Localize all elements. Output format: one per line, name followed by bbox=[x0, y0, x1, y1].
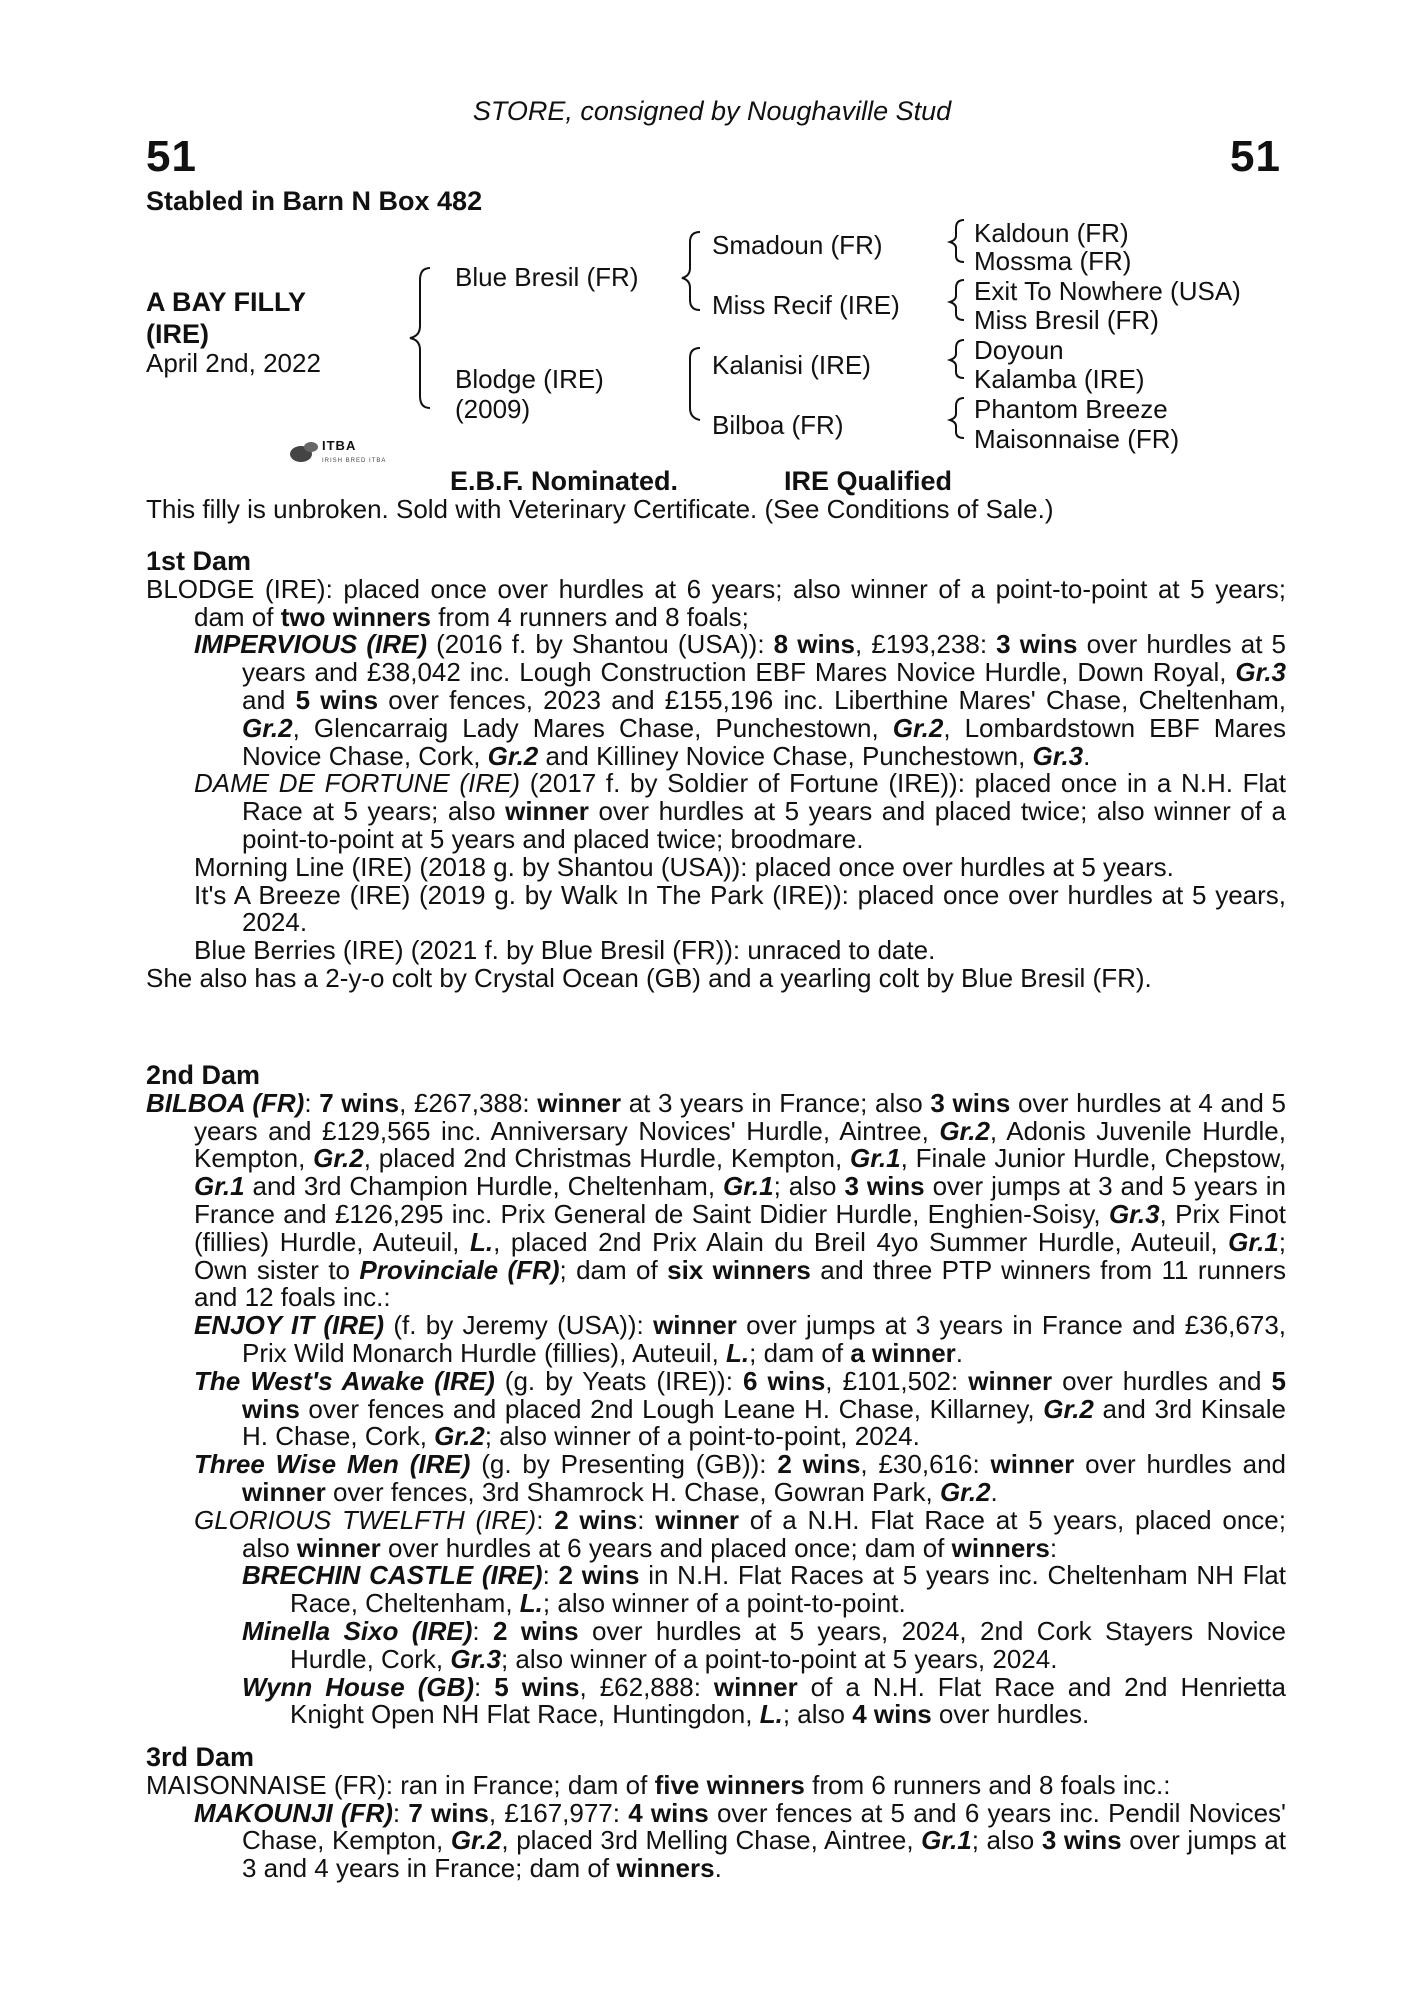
dam-sire: Kalanisi (IRE) bbox=[712, 350, 871, 380]
gen3-6: Kalamba (IRE) bbox=[974, 364, 1145, 394]
first-dam-entry: BLODGE (IRE): placed once over hurdles at 6 years; also winner of a point-to-point at 5 years; dam of two winners from 4 runners and 8 foals; bbox=[146, 573, 1286, 632]
progeny-wynn-house: Wynn House (GB): 5 wins, £62,888: winner of a N.H. Flat Race and 2nd Henrietta Knight Open NH Flat Race, Huntingdon, L.; also 4 wins over hurdles. bbox=[242, 1671, 1286, 1730]
gen3-2: Mossma (FR) bbox=[974, 246, 1132, 276]
itba-logo: ITBA IRISH BRED ITBA bbox=[290, 438, 394, 474]
lot-number-right: 51 bbox=[1230, 132, 1281, 181]
progeny-the-wests-awake: The West's Awake (IRE) (g. by Yeats (IRE)): 6 wins, £101,502: winner over hurdles and 5 wins over fences and placed 2nd Lough Leane H. Chase, Killarney, Gr.2 and 3rd Kinsale H. Chase, Cork, Gr.2; also winner of a point-to-point, 2024. bbox=[194, 1365, 1287, 1452]
gen3-8: Maisonnaise (FR) bbox=[974, 424, 1180, 454]
progeny-its-a-breeze: It's A Breeze (IRE) (2019 g. by Walk In The Park (IRE)): placed once over hurdles at 5 years, 2024. bbox=[194, 879, 1286, 938]
sale-note: This filly is unbroken. Sold with Veterinary Certificate. (See Conditions of Sale.) bbox=[146, 494, 1054, 524]
gen3-4: Miss Bresil (FR) bbox=[974, 305, 1159, 335]
ire-qualified: IRE Qualified bbox=[784, 466, 953, 496]
first-dam-section bbox=[146, 548, 1286, 993]
second-dam-entry: BILBOA (FR): 7 wins, £267,388: winner at 3 years in France; also 3 wins over hurdles at 4 and 5 years and £129,565 inc. Anniversary Novices' Hurdle, Aintree, Gr.2, Adonis Juvenile Hurdle, Kempton, Gr.2, placed 2nd Christmas Hurdle, Kempton, Gr.1, Finale Junior Hurdle, Chepstow, Gr.1 and 3rd Champion Hurdle, Cheltenham, Gr.1; also 3 wins over jumps at 3 and 5 years in France and £126,295 inc. Prix General de Saint Didier Hurdle, Enghien-Soisy, Gr.3, Prix Finot (fillies) Hurdle, Auteuil, L., placed 2nd Prix Alain du Breil 4yo Summer Hurdle, Auteuil, Gr.1; Own sister to Provinciale (FR); dam of six winners and three PTP winners from 11 runners and 12 foals inc.: bbox=[146, 1087, 1287, 1313]
horse-name-line1: A BAY FILLY bbox=[146, 287, 307, 317]
sire-sire: Smadoun (FR) bbox=[712, 230, 883, 260]
third-dam-entry: MAISONNAISE (FR): ran in France; dam of five winners from 6 runners and 8 foals inc.: bbox=[146, 1769, 1171, 1800]
gen3-5: Doyoun bbox=[974, 335, 1064, 365]
progeny-makounji: MAKOUNJI (FR): 7 wins, £167,977: 4 wins over fences at 5 and 6 years inc. Pendil Novices' Chase, Kempton, Gr.2, placed 3rd Melling Chase, Aintree, Gr.1; also 3 wins over jumps at 3 and 4 years in France; dam of winners. bbox=[194, 1797, 1287, 1884]
lot-number-left: 51 bbox=[146, 132, 197, 181]
second-dam-heading: 2nd Dam bbox=[146, 1060, 261, 1090]
progeny-morning-line: Morning Line (IRE) (2018 g. by Shantou (USA)): placed once over hurdles at 5 years. bbox=[194, 851, 1174, 882]
ebf-nominated: E.B.F. Nominated. bbox=[450, 466, 679, 496]
second-dam-section bbox=[146, 1062, 1286, 1729]
progeny-enjoy-it: ENJOY IT (IRE) (f. by Jeremy (USA)): winner over jumps at 3 years in France and £36,673, Prix Wild Monarch Hurdle (fillies), Auteuil, L.; dam of a winner. bbox=[194, 1310, 1287, 1368]
consignor-header: STORE, consigned by Noughaville Stud bbox=[472, 96, 952, 126]
dam-dam: Bilboa (FR) bbox=[712, 410, 844, 440]
progeny-glorious-twelfth: GLORIOUS TWELFTH (IRE): 2 wins: winner of a N.H. Flat Race at 5 years, placed once; also winner over hurdles at 6 years and placed once; dam of winners: bbox=[194, 1504, 1286, 1563]
progeny-brechin-castle: BRECHIN CASTLE (IRE): 2 wins in N.H. Flat Races at 5 years inc. Cheltenham NH Flat Race, Cheltenham, L.; also winner of a point-to-point. bbox=[242, 1560, 1286, 1619]
progeny-impervious: IMPERVIOUS (IRE) (2016 f. by Shantou (USA)): 8 wins, £193,238: 3 wins over hurdles at 5 years and £38,042 inc. Lough Construction EBF Mares Novice Hurdle, Down Royal, Gr.3 and 5 wins over fences, 2023 and £155,196 inc. Liberthine Mares' Chase, Cheltenham, Gr.2, Glencarraig Lady Mares Chase, Punchestown, Gr.2, Lombardstown EBF Mares Novice Chase, Cork, Gr.2 and Killiney Novice Chase, Punchestown, Gr.3. bbox=[194, 629, 1287, 771]
progeny-blue-berries: Blue Berries (IRE) (2021 f. by Blue Bresil (FR)): unraced to date. bbox=[194, 935, 936, 966]
stabling-info: Stabled in Barn N Box 482 bbox=[146, 186, 483, 216]
progeny-minella-sixo: Minella Sixo (IRE): 2 wins over hurdles at 5 years, 2024, 2nd Cork Stayers Novice Hurdle, Cork, Gr.3; also winner of a point-to-point at 5 years, 2024. bbox=[242, 1615, 1286, 1674]
gen3-3: Exit To Nowhere (USA) bbox=[974, 276, 1241, 306]
date-of-birth: April 2nd, 2022 bbox=[146, 348, 321, 378]
first-dam-also: She also has a 2-y-o colt by Crystal Ocean (GB) and a yearling colt by Blue Bresil (FR). bbox=[146, 962, 1152, 993]
progeny-three-wise-men: Three Wise Men (IRE) (g. by Presenting (GB)): 2 wins, £30,616: winner over hurdles and winner over fences, 3rd Shamrock H. Chase, Gowran Park, Gr.2. bbox=[194, 1449, 1286, 1507]
first-dam-heading: 1st Dam bbox=[146, 546, 252, 576]
sire-dam: Miss Recif (IRE) bbox=[712, 290, 900, 320]
gen3-1: Kaldoun (FR) bbox=[974, 218, 1129, 248]
pedigree-table bbox=[0, 0, 1424, 470]
third-dam-heading: 3rd Dam bbox=[146, 1742, 255, 1772]
progeny-dame-de-fortune: DAME DE FORTUNE (IRE) (2017 f. by Soldier of Fortune (IRE)): placed once in a N.H. Flat Race at 5 years; also winner over hurdles at 5 years and placed twice; also winner of a point-to-point at 5 years and placed twice; broodmare. bbox=[194, 768, 1286, 854]
horse-name-line2: (IRE) bbox=[146, 319, 209, 349]
gen3-7: Phantom Breeze bbox=[974, 394, 1168, 424]
dam-year: (2009) bbox=[455, 394, 531, 424]
horse-name bbox=[146, 286, 306, 350]
dam-name: Blodge (IRE) bbox=[455, 364, 604, 394]
sire-name: Blue Bresil (FR) bbox=[455, 262, 639, 292]
third-dam-section bbox=[146, 1744, 1286, 1883]
